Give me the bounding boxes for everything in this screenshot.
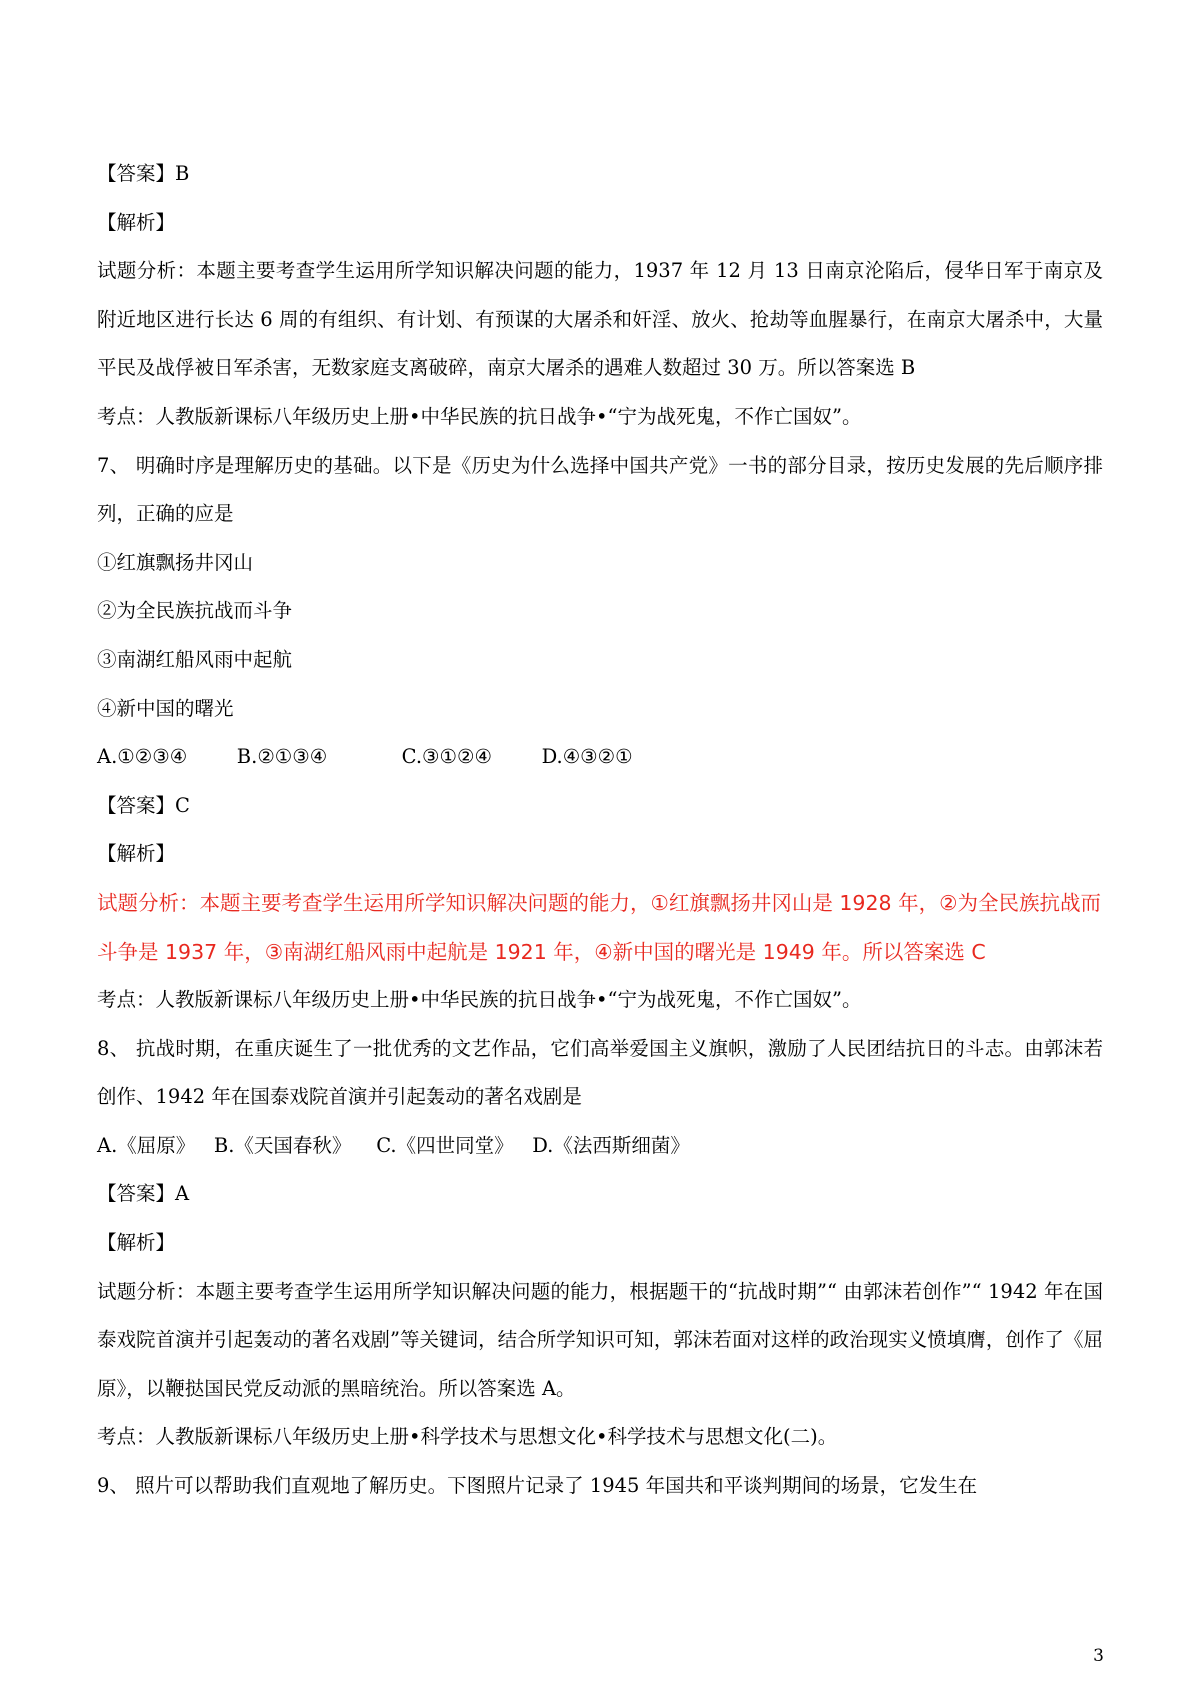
q7-item-4: ④新中国的曙光 xyxy=(97,696,234,720)
q7-analysis-label: 【解析】 xyxy=(97,842,176,866)
q6-analysis: 试题分析：本题主要考查学生运用所学知识解决问题的能力，1937 年 12 月 13 日南京沦陷后，侵华日军于南京及附近地区进行长达 6 周的有组织、有计划、有预谋的大屠杀和奸淫、放火、抢劫等血腥暴行，在南京大屠杀中，大量平民及战俘被日军杀害，无数家庭支离破碎，南京大屠杀的遇难人数超过 30 万。所以答案选 B xyxy=(97,259,1103,380)
document-page xyxy=(97,150,1103,1511)
q6-answer: 【答案】B xyxy=(97,162,190,185)
q7-analysis: 试题分析：本题主要考查学生运用所学知识解决问题的能力，①红旗飘扬井冈山是 1928 年，②为全民族抗战而斗争是 1937 年，③南湖红船风雨中起航是 1921 年，④新中国的曙光是 1949 年。所以答案选 C xyxy=(97,890,1101,964)
q8-analysis-label: 【解析】 xyxy=(97,1231,176,1255)
q7-item-2: ②为全民族抗战而斗争 xyxy=(97,599,293,623)
q8-analysis: 试题分析：本题主要考查学生运用所学知识解决问题的能力，根据题干的“抗战时期”“ 由郭沫若创作”“ 1942 年在国泰戏院首演并引起轰动的著名戏剧”等关键词，结合所学知识可知，郭沫若面对这样的政治现实义愤填膺，创作了《屈原》，以鞭挞国民党反动派的黑暗统治。所以答案选 A。 xyxy=(97,1279,1103,1400)
q9-stem: 9、 照片可以帮助我们直观地了解历史。下图照片记录了 1945 年国共和平谈判期间的场景，它发生在 xyxy=(97,1474,978,1498)
q7-kaodian: 考点：人教版新课标八年级历史上册•中华民族的抗日战争•“宁为战死鬼，不作亡国奴”。 xyxy=(97,988,862,1012)
q7-answer: 【答案】C xyxy=(97,793,190,817)
q7-item-1: ①红旗飘扬井冈山 xyxy=(97,550,254,574)
q8-answer: 【答案】A xyxy=(97,1182,190,1206)
q7-stem: 7、 明确时序是理解历史的基础。以下是《历史为什么选择中国共产党》一书的部分目录，按历史发展的先后顺序排列，正确的应是 xyxy=(97,453,1103,526)
q8-stem: 8、 抗战时期，在重庆诞生了一批优秀的文艺作品，它们高举爱国主义旗帜，激励了人民团结抗日的斗志。由郭沫若创作、1942 年在国泰戏院首演并引起轰动的著名戏剧是 xyxy=(97,1036,1103,1109)
page-number: 3 xyxy=(1093,1646,1104,1666)
q6-kaodian: 考点：人教版新课标八年级历史上册•中华民族的抗日战争•“宁为战死鬼，不作亡国奴”。 xyxy=(97,404,862,428)
q6-analysis-label: 【解析】 xyxy=(97,210,176,234)
q8-kaodian: 考点：人教版新课标八年级历史上册•科学技术与思想文化•科学技术与思想文化(二)。 xyxy=(97,1425,838,1449)
q7-options: A.①②③④ B.②①③④ C.③①②④ D.④③②① xyxy=(97,745,633,769)
q7-item-3: ③南湖红船风雨中起航 xyxy=(97,647,293,671)
q8-options: A.《屈原》 B.《天国春秋》 C.《四世同堂》 D.《法西斯细菌》 xyxy=(97,1133,690,1157)
